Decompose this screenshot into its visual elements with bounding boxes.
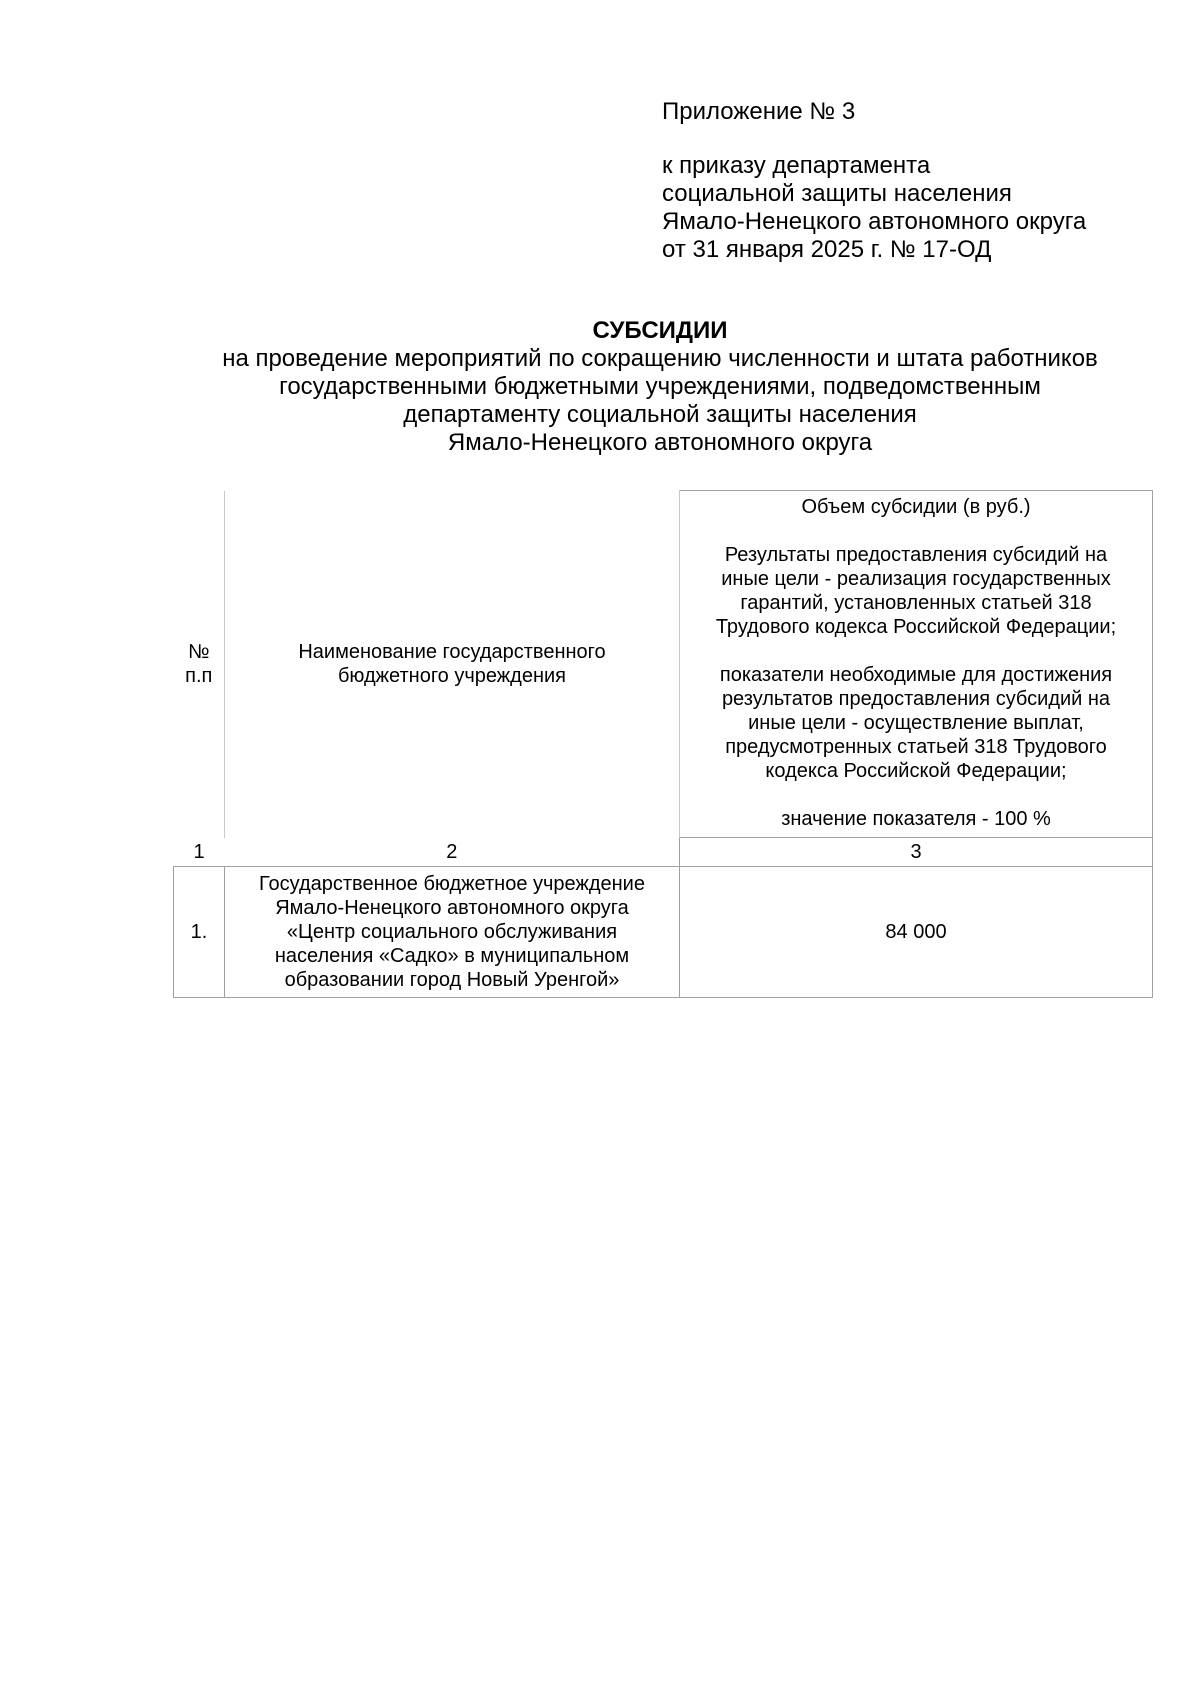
appendix-block [662,98,1162,264]
header-name-line: Наименование государственного [298,641,606,663]
table-header-row [174,491,1153,838]
column-index: 2 [225,838,680,867]
document-title: СУБСИДИИ [592,317,728,344]
row-num: 1. [174,867,225,998]
row-subsidy-volume: 84 000 [680,867,1153,998]
header-num-line: п.п [185,665,213,687]
subsidy-table [173,490,1153,998]
header-volume-line: гарантий, установленных статьей 318 [740,592,1092,614]
header-name [225,491,680,838]
document-subtitle-line: Ямало-Ненецкого автономного округа [447,429,873,456]
institution-name-line: образовании город Новый Уренгой» [284,969,620,991]
header-volume-line: кодекса Российской Федерации; [765,760,1067,782]
column-index: 3 [680,838,1153,867]
header-volume-line: иные цели - реализация государственных [721,568,1111,590]
header-num-line: № [188,641,210,663]
header-volume-line: Трудового кодекса Российской Федерации; [715,616,1117,638]
institution-name-line: Государственное бюджетное учреждение [259,873,645,895]
header-num [174,491,225,838]
appendix-line: социальной защиты населения [662,180,1012,207]
column-index-row [174,838,1153,867]
appendix-line: к приказу департамента [662,152,931,179]
header-volume-line: предусмотренных статьей 318 Трудового [725,736,1107,758]
document-subtitle-line: на проведение мероприятий по сокращению численности и штата работников [222,345,1098,372]
appendix-title: Приложение № 3 [662,98,856,125]
header-volume-line: иные цели - осуществление выплат, [748,712,1084,734]
institution-name-line: «Центр социального обслуживания [286,921,618,943]
table-row [174,867,1153,998]
document-subtitle-line: департаменту социальной защиты населения [403,401,917,428]
document-heading [0,317,1200,457]
header-volume [680,491,1153,838]
header-volume-line: значение показателя - 100 % [781,808,1051,830]
header-volume-line: Результаты предоставления субсидий на [724,544,1108,566]
document-subtitle-line: государственными бюджетными учреждениями, подведомственным [279,373,1041,400]
appendix-line: от 31 января 2025 г. № 17-ОД [662,236,992,263]
header-volume-line: показатели необходимые для достижения [719,664,1113,686]
header-name-line: бюджетного учреждения [337,665,567,687]
institution-name-line: Ямало-Ненецкого автономного округа [275,897,629,919]
appendix-line: Ямало-Ненецкого автономного округа [662,208,1087,235]
row-institution-name [225,867,680,998]
header-volume-line: результатов предоставления субсидий на [721,688,1111,710]
column-index: 1 [174,838,225,867]
subsidy-table-container [173,490,1152,998]
header-volume-line: Объем субсидии (в руб.) [801,496,1031,518]
institution-name-line: населения «Садко» в муниципальном [274,945,630,967]
